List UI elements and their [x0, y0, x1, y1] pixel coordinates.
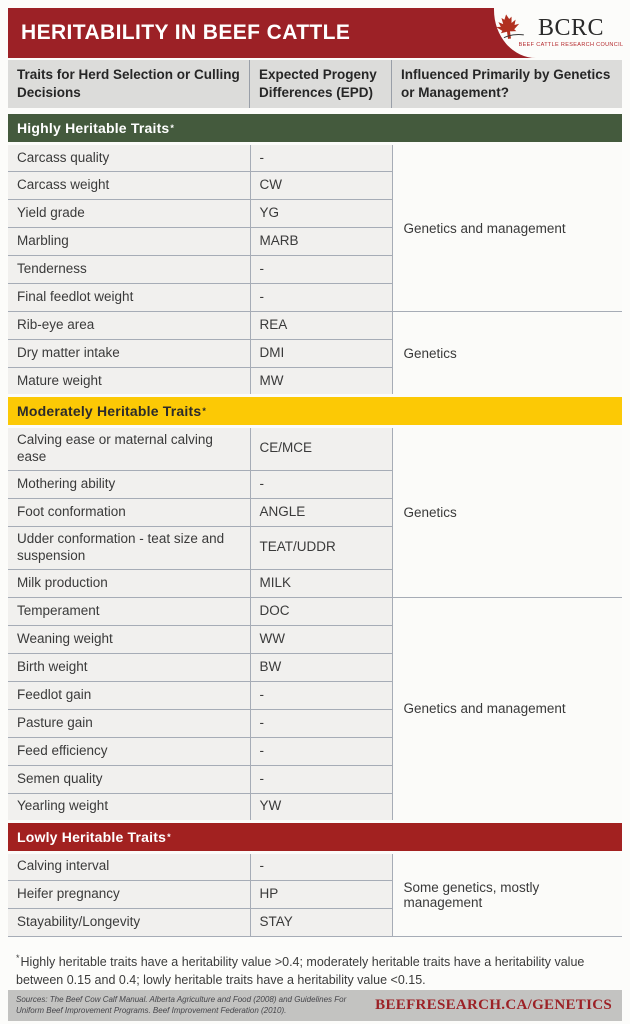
section-band-row: [8, 113, 622, 144]
epd-cell: -: [250, 709, 392, 737]
column-header-influence: Influenced Primarily by Genetics or Management?: [401, 67, 611, 100]
epd-cell: DMI: [250, 340, 392, 368]
influence-cell: Genetics and management: [392, 597, 622, 821]
logo-name: BCRC: [537, 15, 605, 41]
trait-cell: Feed efficiency: [8, 737, 250, 765]
epd-cell: STAY: [250, 908, 392, 936]
trait-cell: Semen quality: [8, 765, 250, 793]
trait-cell: Yield grade: [8, 200, 250, 228]
footnote-text: Highly heritable traits have a heritability value >0.4; moderately heritable traits have a heritability value between 0.15 and 0.4; lowly heritable traits have a heritability value <0.15.: [16, 954, 585, 988]
epd-cell: MILK: [250, 569, 392, 597]
epd-cell: -: [250, 256, 392, 284]
epd-cell: ANGLE: [250, 498, 392, 526]
epd-cell: -: [250, 681, 392, 709]
epd-cell: REA: [250, 312, 392, 340]
trait-cell: Calving ease or maternal calving ease: [8, 427, 250, 471]
table-row: [8, 312, 622, 340]
epd-cell: MARB: [250, 228, 392, 256]
trait-cell: Rib-eye area: [8, 312, 250, 340]
influence-cell: Some genetics, mostly management: [392, 852, 622, 936]
epd-cell: -: [250, 144, 392, 172]
logo-panel: [494, 8, 622, 58]
trait-cell: Carcass weight: [8, 172, 250, 200]
epd-cell: TEAT/UDDR: [250, 526, 392, 569]
table-row: [8, 144, 622, 172]
section-band-label: Lowly Heritable Traits: [17, 828, 167, 845]
epd-cell: YG: [250, 200, 392, 228]
traits-table-body: [8, 113, 622, 937]
epd-cell: -: [250, 737, 392, 765]
epd-cell: -: [250, 470, 392, 498]
section-band-inner: [8, 397, 622, 425]
trait-cell: Pasture gain: [8, 709, 250, 737]
trait-cell: Temperament: [8, 597, 250, 625]
beefresearch-link[interactable]: BEEFRESEARCH.CA/GENETICS: [375, 996, 612, 1013]
epd-cell: HP: [250, 880, 392, 908]
epd-cell: -: [250, 284, 392, 312]
section-band-marker: *: [202, 406, 207, 416]
trait-cell: Feedlot gain: [8, 681, 250, 709]
maple-leaf-icon: [491, 11, 525, 45]
title-banner: [8, 8, 622, 58]
section-band: [8, 821, 622, 852]
trait-cell: Carcass quality: [8, 144, 250, 172]
section-band-label: Moderately Heritable Traits: [17, 403, 202, 419]
section-band-marker: *: [170, 123, 175, 133]
column-header-row: [8, 60, 622, 108]
column-header-traits: Traits for Herd Selection or Culling Decisions: [8, 60, 250, 108]
trait-cell: Yearling weight: [8, 793, 250, 821]
trait-cell: Marbling: [8, 228, 250, 256]
logo-tagline: BEEF CATTLE RESEARCH COUNCIL: [518, 42, 624, 48]
trait-cell: Heifer pregnancy: [8, 880, 250, 908]
epd-cell: DOC: [250, 597, 392, 625]
trait-cell: Final feedlot weight: [8, 284, 250, 312]
heritability-footnote: [8, 937, 622, 991]
footnote-marker: *: [16, 952, 20, 963]
trait-cell: Foot conformation: [8, 498, 250, 526]
epd-cell: CW: [250, 172, 392, 200]
bcrc-logo: [493, 16, 624, 48]
section-band: [8, 396, 622, 427]
section-band-row: [8, 396, 622, 427]
epd-cell: MW: [250, 368, 392, 396]
logo-text-block: [519, 16, 624, 48]
table-row: [8, 852, 622, 880]
trait-cell: Tenderness: [8, 256, 250, 284]
trait-cell: Dry matter intake: [8, 340, 250, 368]
epd-cell: -: [250, 852, 392, 880]
table-row: [8, 597, 622, 625]
trait-cell: Weaning weight: [8, 625, 250, 653]
section-band-inner: [8, 823, 622, 851]
section-band-row: [8, 821, 622, 852]
trait-cell: Stayability/Longevity: [8, 908, 250, 936]
footer-bar: [8, 990, 622, 1020]
epd-cell: -: [250, 765, 392, 793]
sources-text: Sources: The Beef Cow Calf Manual. Alberta Agriculture and Food (2008) and Guidelines For Uniform Beef Improvement Programs. Beef Improvement Federation (2010).: [16, 995, 347, 1016]
trait-cell: Milk production: [8, 569, 250, 597]
trait-cell: Calving interval: [8, 852, 250, 880]
section-band-inner: [8, 114, 622, 142]
traits-table: [8, 111, 622, 937]
section-band-marker: *: [167, 831, 171, 842]
trait-cell: Mothering ability: [8, 470, 250, 498]
page-title: HERITABILITY IN BEEF CATTLE: [21, 21, 351, 44]
table-row: [8, 427, 622, 471]
trait-cell: Birth weight: [8, 653, 250, 681]
epd-cell: CE/MCE: [250, 427, 392, 471]
epd-cell: WW: [250, 625, 392, 653]
epd-cell: BW: [250, 653, 392, 681]
trait-cell: Mature weight: [8, 368, 250, 396]
epd-cell: YW: [250, 793, 392, 821]
trait-cell: Udder conformation - teat size and suspension: [8, 526, 250, 569]
influence-cell: Genetics and management: [392, 144, 622, 312]
influence-cell: Genetics: [392, 427, 622, 598]
influence-cell: Genetics: [392, 312, 622, 396]
column-header-epd: Expected Progeny Differences (EPD): [250, 60, 392, 108]
section-band: [8, 113, 622, 144]
section-band-label: Highly Heritable Traits: [17, 120, 170, 136]
